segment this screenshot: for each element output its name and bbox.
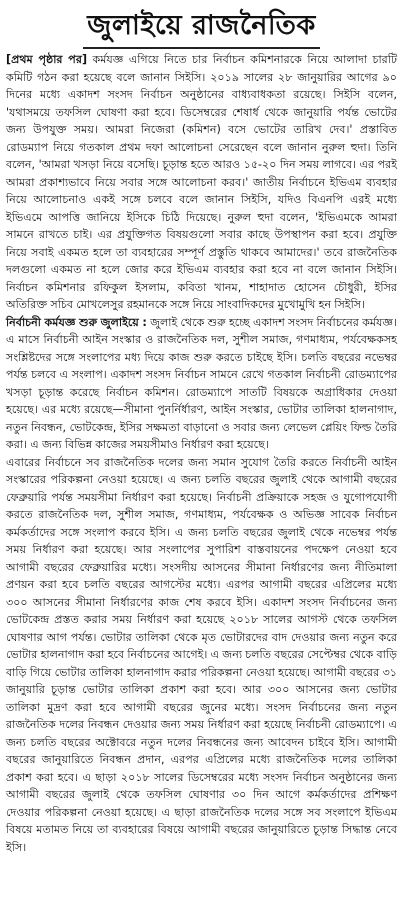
continued-marker: [প্রথম পৃষ্ঠার পর]	[6, 53, 88, 66]
paragraph-1-text: কর্মযজ্ঞ এগিয়ে নিতে চার নির্বাচন কমিশনারকে নিয়ে আলাদা চারটি কমিটি গঠন করা হয়েছে বলে জানান সিইসি। ২০১৯ সালের ২৮ জানুয়ারির আগের ৯০ দিনের মধ্যে একাদশ সংসদ নির্বাচন অনুষ্ঠানের বাধ্যবাধকতা রয়েছে। সিইসি বলেন, 'যথাসময়ে তফসিল ঘোষণা করা হবে। ডিসেম্বরের শেষার্ধ থেকে জানুয়ারি পর্যন্ত ভোটের জন্য উপযুক্ত সময়। আমরা নিজেরা (কমিশন) বসে ভোটের তারিখ দেব।' প্রস্তাবিত রোডম্যাপ নিয়ে গতকাল প্রথম দফা আলোচনা সেরেছেন বলে জানান নুরুল হুদা। তিনি বলেন, 'আমরা খসড়া নিয়ে বসেছি। চূড়ান্ত হতে আরও ১৫-২০ দিন সময় লাগবে। এর পরই আমরা প্রকাশ্যভাবে নিয়ে সবার সঙ্গে আলোচনা করব।' জাতীয় নির্বাচনে ইভিএম ব্যবহার নিয়ে আলোচনাও একই সঙ্গে চলবে বলে জানান সিইসি, যদিও বিএনপি এরই মধ্যে ইভিএমে আপত্তি জানিয়ে ইসিকে চিঠি দিয়েছে। নুরুল হুদা বলেন, 'ইভিএমকে আমরা সামনে রাখতে চাই। এর প্রযুক্তিগত বিষয়গুলো সবার কাছে উপস্থাপন করা হবে। প্রযুক্তি নিয়ে সবাই একমত হলে তা ব্যবহারের সম্পূর্ণ প্রস্তুতি থাকবে আমাদের।' তবে রাজনৈতিক দলগুলো একমত না হলে জোর করে ইভিএম ব্যবহার করা হবে না বলে জানান সিইসি। নির্বাচন কমিশনার রফিকুল ইসলাম, কবিতা খানম, শাহাদাত হোসেন চৌধুরী, ইসির অতিরিক্ত সচিব মোখলেসুর রহমানকে সঙ্গে নিয়ে সাংবাদিকদের মুখোমুখি হন সিইসি।	[6, 53, 397, 311]
paragraph-3-text: এবারের নির্বাচনে সব রাজনৈতিক দলের জন্য সমান সুযোগ তৈরি করতে নির্বাচনী আইন সংস্কারের পরিকল্পনা নেওয়া হয়েছে। এ জন্য চলতি বছরের জুলাই থেকে আগামী বছরের ফেব্রুয়ারি পর্যন্ত সময়সীমা নির্ধারণ করা হয়েছে। নির্বাচনী প্রক্রিয়াকে সহজ ও যুগোপযোগী করতে রাজনৈতিক দল, সুশীল সমাজ, গণমাধ্যম, পর্যবেক্ষক ও অভিজ্ঞ সাবেক নির্বাচন কর্মকর্তাদের সঙ্গে সংলাপ করবে ইসি। এ জন্য চলতি বছরের জুলাই থেকে নভেম্বর পর্যন্ত সময় নির্ধারণ করা হয়েছে। আর সংলাপের সুপারিশ বাস্তবায়নের পদক্ষেপ নেওয়া হবে আগামী বছরের ফেব্রুয়ারির মধ্যে। সংসদীয় আসনের সীমানা নির্ধারণের জন্য নীতিমালা প্রণয়ন করা হবে চলতি বছরের আগস্টের মধ্যে। এরপর আগামী বছরের এপ্রিলের মধ্যে ৩০০ আসনের সীমানা নির্ধারণের কাজ শেষ করবে ইসি। একাদশ সংসদ নির্বাচনের জন্য ভোটকেন্দ্র প্রস্তত করার সময় নির্ধারণ করা হয়েছে ২০১৮ সালের আগস্ট থেকে তফসিল ঘোষণার আগ পর্যন্ত। ভোটার তালিকা থেকে মৃত ভোটারদের বাদ দেওয়ার জন্য নতুন করে ভোটার হালনাগাদ করা হবে নির্বাচনের আগেই। এ জন্য চলতি বছরের সেপ্টেম্বর থেকে বাড়ি বাড়ি গিয়ে ভোটার তালিকা হালনাগাদ করার পরিকল্পনা নেওয়া হয়েছে। আগামী বছরের ৩১ জানুয়ারি চূড়ান্ত ভোটার তালিকা প্রকাশ করা হবে। আর ৩০০ আসনের জন্য ভোটার তালিকা মুদ্রণ করা হবে আগামী বছরের জুনের মধ্যে। সংসদ নির্বাচনের জন্য নতুন রাজনৈতিক দলের নিবন্ধন দেওয়ার জন্য সময় নির্ধারণ করা হয়েছে নির্বাচনী রোডম্যাপে। এ জন্য চলতি বছরের অক্টোবরে নতুন দলের নিবন্ধনের জন্য আবেদন চাইবে ইসি। আগামী বছরের জানুয়ারিতে নিবন্ধন প্রদান, এরপর এপ্রিলের মধ্যে রাজনৈতিক দলের তালিকা প্রকাশ করা হবে। এ ছাড়া ২০১৮ সালের ডিসেম্বরের মধ্যে সংসদ নির্বাচন অনুষ্ঠানের জন্য আগামী বছরের জুলাই থেকে তফসিল ঘোষণার ৩০ দিন আগে কর্মকর্তাদের প্রশিক্ষণ দেওয়ার পরিকল্পনা নেওয়া হয়েছে। এ ছাড়া রাজনৈতিক দলের সঙ্গে সব সংলাপে ইভিএম বিষয়ে মতামত নিয়ে তা ব্যবহারের বিষয়ে আগামী বছরের জানুয়ারিতে চূড়ান্ত সিদ্ধান্ত নেবে ইসি।	[6, 455, 398, 854]
paragraph-3	[6, 454, 397, 857]
headline: জুলাইয়ে রাজনৈতিক	[83, 6, 319, 49]
article-body	[6, 51, 397, 856]
headline-container	[6, 6, 397, 50]
paragraph-2	[6, 314, 397, 454]
paragraph-2-text: জুলাই থেকে শুরু হচ্ছে একাদশ সংসদ নির্বাচনের কর্মযজ্ঞ। এ মাসে নির্বাচনী আইন সংস্কার ও রাজনৈতিক দল, সুশীল সমাজ, গণমাধ্যম, পর্যবেক্ষকসহ সংশ্লিষ্টদের সঙ্গে সংলাপের মধ্য দিয়ে কাজ শুরু করতে চাইছে ইসি। চলতি বছরের নভেম্বর পর্যন্ত চলবে এ সংলাপ। একাদশ সংসদ নির্বাচন সামনে রেখে গতকাল নির্বাচনী রোডম্যাপের খসড়া চূড়ান্ত করেছে নির্বাচন কমিশন। রোডম্যাপে সাতটি বিষয়কে অগ্রাধিকার দেওয়া হয়েছে। এর মধ্যে রয়েছে—সীমানা পুনর্নির্ধারণ, আইন সংস্কার, ভোটার তালিকা হালনাগাদ, নতুন নিবন্ধন, ভোটকেন্দ্র, ইসির সক্ষমতা বাড়ানো ও সবার জন্য লেভেল প্লেয়িং ফিল্ড তৈরি করা। এ জন্য বিভিন্ন কাজের সময়সীমাও নির্ধারণ করা হয়েছে।	[6, 315, 397, 451]
paragraph-1	[6, 51, 397, 314]
subhead: নির্বাচনী কর্মযজ্ঞ শুরু জুলাইয়ে :	[6, 315, 147, 329]
